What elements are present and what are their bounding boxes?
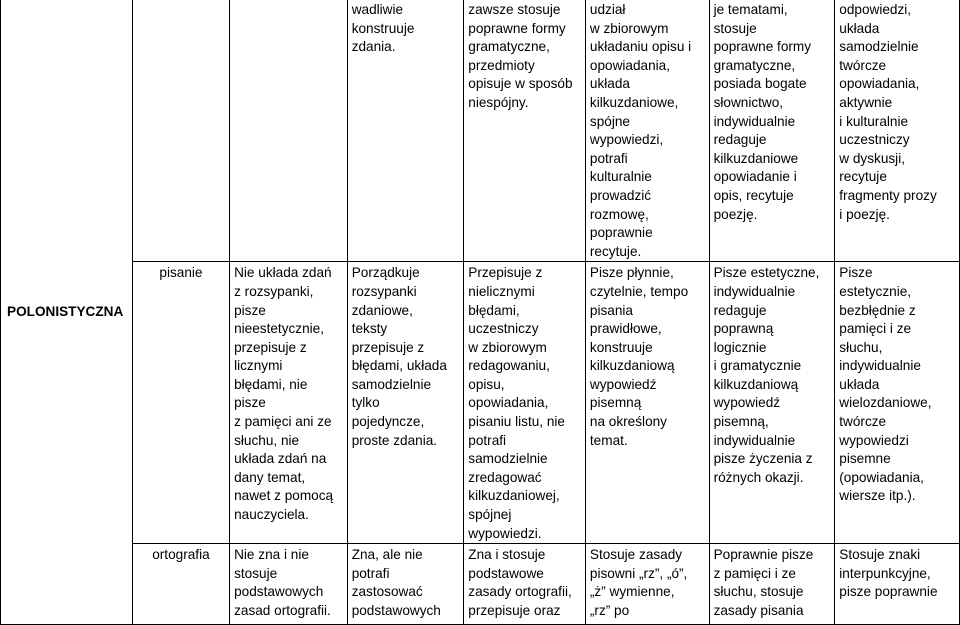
skill-name-cell: ortografia: [132, 544, 229, 625]
criteria-cell-level-6: odpowiedzi, układa samodzielnie twórcze opowiadania, aktywnie i kulturalnie uczestniczy w dyskusji, recytuje fragmenty prozy i poezję.: [835, 0, 960, 262]
criteria-cell-level-2: wadliwie konstruuje zdania.: [347, 0, 464, 262]
criteria-cell-level-1: [230, 0, 348, 262]
criteria-cell-level-2: Zna, ale nie potrafi zastosować podstawowych: [347, 544, 464, 625]
criteria-cell-level-5: Poprawnie pisze z pamięci i ze słuchu, stosuje zasady pisania: [709, 544, 835, 625]
criteria-cell-level-5: je tematami, stosuje poprawne formy gramatyczne, posiada bogate słownictwo, indywidualnie redaguje kilkuzdaniowe opowiadanie i opis, recytuje poezję.: [709, 0, 835, 262]
subject-area-cell: [1, 0, 133, 625]
criteria-cell-level-1: Nie układa zdań z rozsypanki, pisze nieestetycznie, przepisuje z licznymi błędami, nie pisze z pamięci ani ze słuchu, nie układa zdań na dany temat, nawet z pomocą nauczyciela.: [230, 262, 348, 544]
criteria-cell-level-6: Stosuje znaki interpunkcyjne, pisze poprawnie: [835, 544, 960, 625]
table-row: [1, 0, 960, 262]
subject-area-label: POLONISTYCZNA: [7, 304, 124, 320]
skill-name-cell: pisanie: [132, 262, 229, 544]
criteria-cell-level-5: Pisze estetyczne, indywidualnie redaguje poprawną logicznie i gramatycznie kilkuzdaniową wypowiedź pisemną, indywidualnie pisze życzenia z różnych okazji.: [709, 262, 835, 544]
table-row: [1, 262, 960, 544]
criteria-cell-level-3: Zna i stosuje podstawowe zasady ortografii, przepisuje oraz: [464, 544, 586, 625]
criteria-cell-level-4: Pisze płynnie, czytelnie, tempo pisania prawidłowe, konstruuje kilkuzdaniową wypowiedź pisemną na określony temat.: [585, 262, 709, 544]
criteria-cell-level-4: Stosuje zasady pisowni „rz”, „ó”, „ż” wymienne, „rz” po: [585, 544, 709, 625]
skill-name-cell: [132, 0, 229, 262]
criteria-cell-level-6: Pisze estetycznie, bezbłędnie z pamięci i ze słuchu, indywidualnie układa wielozdaniowe, twórcze wypowiedzi pisemne (opowiadania, wiersze itp.).: [835, 262, 960, 544]
criteria-cell-level-2: Porządkuje rozsypanki zdaniowe, teksty przepisuje z błędami, układa samodzielnie tylko pojedyncze, proste zdania.: [347, 262, 464, 544]
criteria-cell-level-4: udział w zbiorowym układaniu opisu i opowiadania, układa kilkuzdaniowe, spójne wypowiedzi, potrafi kulturalnie prowadzić rozmowę, poprawnie recytuje.: [585, 0, 709, 262]
criteria-cell-level-3: Przepisuje z nielicznymi błędami, uczestniczy w zbiorowym redagowaniu, opisu, opowiadania, pisaniu listu, nie potrafi samodzielnie zredagować kilkuzdaniowej, spójnej wypowiedzi.: [464, 262, 586, 544]
criteria-cell-level-3: zawsze stosuje poprawne formy gramatyczne, przedmioty opisuje w sposób niespójny.: [464, 0, 586, 262]
table-row: [1, 544, 960, 625]
criteria-cell-level-1: Nie zna i nie stosuje podstawowych zasad ortografii.: [230, 544, 348, 625]
